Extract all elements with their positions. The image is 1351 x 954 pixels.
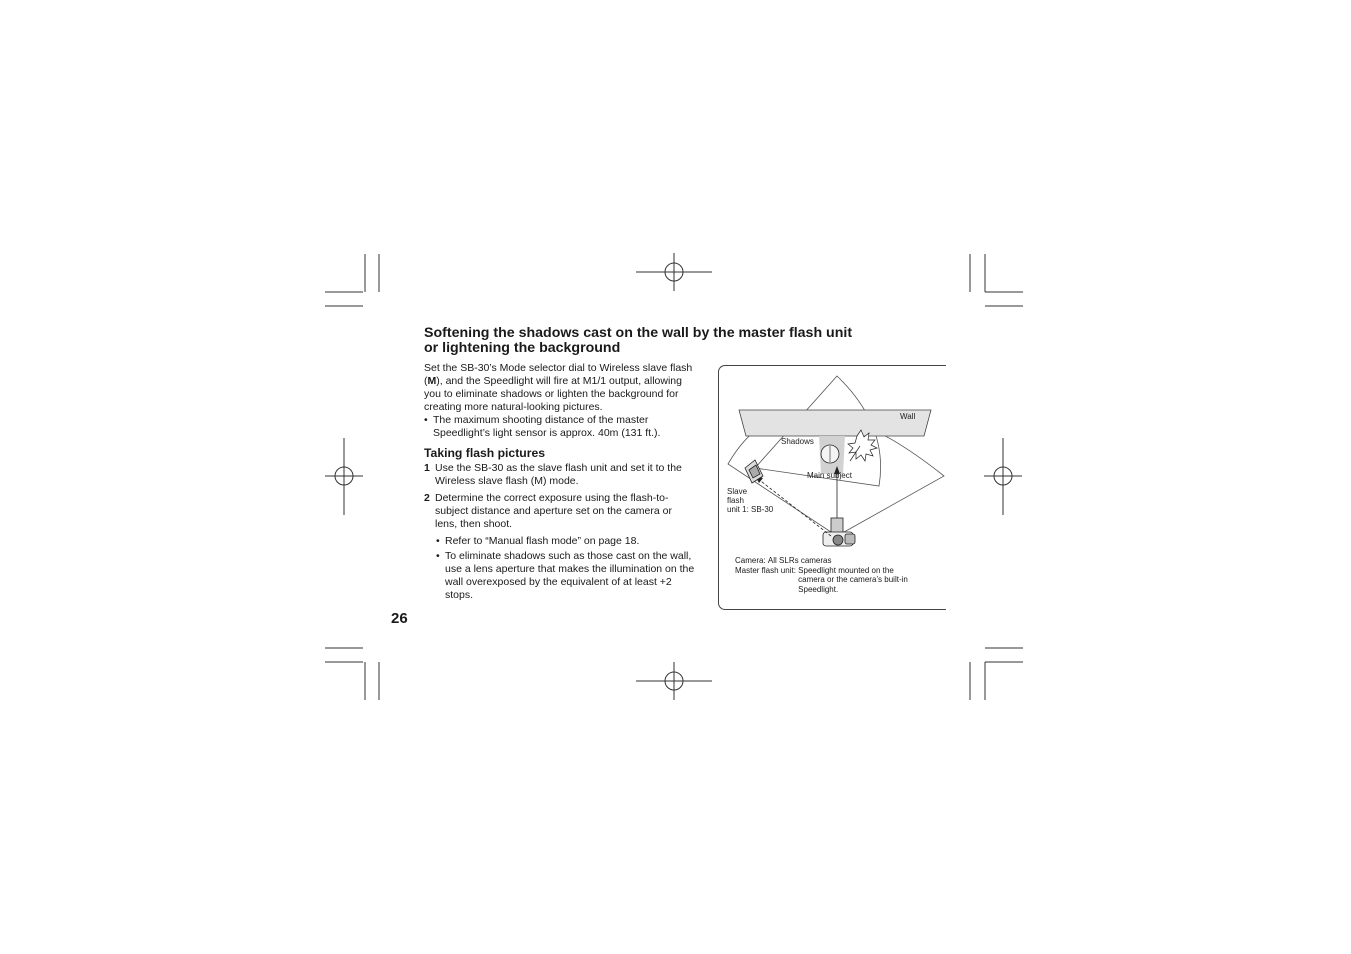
figure-legend xyxy=(735,556,945,594)
heading-line-2: or lightening the background xyxy=(424,340,621,356)
step-text: Use the SB-30 as the slave flash unit and set it to the Wireless slave flash (M) mode. xyxy=(435,462,682,487)
list-item: • To eliminate shadows such as those cast on the wall, use a lens aperture that makes the illumination on the wall overexposed by the equivalent of at least +2 stops. xyxy=(436,550,695,601)
list-item: • Refer to “Manual flash mode” on page 18. xyxy=(436,535,640,547)
note-text: The maximum shooting distance of the master Speedlight’s light sensor is approx. 40m (131 ft.). xyxy=(433,414,661,439)
page-number: 26 xyxy=(391,610,408,627)
step-number: 1 xyxy=(424,462,430,474)
step-1 xyxy=(424,462,696,488)
camera-illustration xyxy=(823,518,855,546)
mode-letter: M xyxy=(427,375,437,387)
bullet-dot: • xyxy=(424,414,428,426)
note-bullet xyxy=(424,414,696,440)
intro-paragraph: Set the SB-30’s Mode selector dial to Wireless slave flash (M), and the Speedlight will fire at M1/1 output, allowing you to eliminate shadows or lighten the background for creating more natural-looking pictures. xyxy=(424,362,693,413)
flash-setup-figure xyxy=(718,365,946,610)
legend-camera: Camera: All SLRs cameras xyxy=(735,556,832,565)
label-slave-3: unit 1: SB-30 xyxy=(727,505,774,514)
label-slave-1: Slave xyxy=(727,487,748,496)
step-2 xyxy=(424,492,696,531)
step-2-bullets xyxy=(436,535,696,602)
label-wall: Wall xyxy=(900,412,916,421)
step-text: Determine the correct exposure using the flash-to-subject distance and aperture set on the camera or lens, then shoot. xyxy=(435,492,672,530)
subheading: Taking flash pictures xyxy=(424,446,545,460)
text-column xyxy=(424,362,696,604)
step-number: 2 xyxy=(424,492,430,504)
section-heading xyxy=(424,326,894,356)
label-main-subject: Main subject xyxy=(807,471,852,480)
heading-line-1: Softening the shadows cast on the wall by the master flash unit xyxy=(424,325,853,341)
label-shadows: Shadows xyxy=(781,437,814,446)
legend-master-flash: Master flash unit: Speedlight mounted on the camera or the camera’s built-in Speedlight. xyxy=(735,565,908,594)
label-slave-2: flash xyxy=(727,496,744,505)
